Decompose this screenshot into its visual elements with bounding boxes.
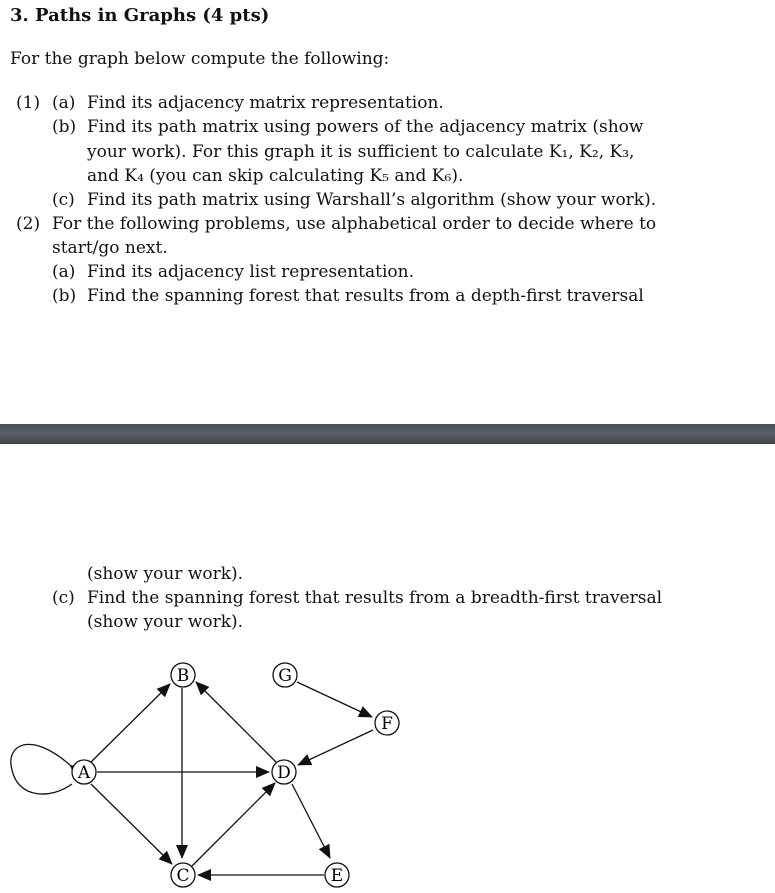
svg-text:A: A	[77, 763, 91, 783]
node-b	[171, 663, 195, 687]
item-letter-1c: (c)	[52, 190, 75, 210]
edge-a-c	[91, 784, 172, 864]
item-text-2a: Find its adjacency list representation.	[87, 262, 414, 282]
node-g	[273, 663, 297, 687]
edge-a-a	[11, 744, 72, 794]
edge-c-d	[192, 783, 275, 866]
node-e	[325, 863, 349, 887]
edge-g-f	[297, 682, 372, 717]
section-heading: 3. Paths in Graphs (4 pts)	[10, 5, 270, 26]
node-c	[171, 863, 195, 887]
node-d	[272, 760, 296, 784]
item-text-1b-line2: your work). For this graph it is sufficient to calculate K₁, K₂, K₃,	[87, 142, 635, 162]
svg-text:C: C	[176, 866, 190, 886]
item-letter-2b: (b)	[52, 286, 77, 306]
item-text-2-line1: For the following problems, use alphabetical order to decide where to	[52, 214, 657, 234]
item-letter-2a: (a)	[52, 262, 76, 282]
item-text-1b-line1: Find its path matrix using powers of the adjacency matrix (show	[87, 117, 644, 137]
edge-d-e	[292, 784, 330, 858]
item-text-1b-line3: and K₄ (you can skip calculating K₅ and K₆).	[87, 166, 464, 186]
item-text-2c-line1: Find the spanning forest that results from a breadth-first traversal	[87, 588, 663, 608]
edge-d-b	[196, 682, 276, 762]
svg-text:D: D	[277, 763, 291, 783]
item-text-1a: Find its adjacency matrix representation.	[87, 93, 444, 113]
svg-text:F: F	[381, 714, 393, 734]
item-text-2b-line2: (show your work).	[87, 564, 244, 584]
svg-text:E: E	[330, 866, 344, 886]
edge-f-d	[298, 730, 373, 765]
svg-text:B: B	[176, 666, 190, 686]
node-a	[72, 760, 96, 784]
edge-a-b	[91, 684, 170, 762]
item-text-2c-line2: (show your work).	[87, 612, 244, 632]
item-text-1c: Find its path matrix using Warshall’s algorithm (show your work).	[87, 190, 657, 210]
directed-graph	[0, 640, 775, 893]
item-letter-1b: (b)	[52, 117, 77, 137]
item-text-2-line2: start/go next.	[52, 238, 168, 258]
item-letter-1a: (a)	[52, 93, 76, 113]
svg-text:G: G	[278, 666, 292, 686]
item-text-2b-line1: Find the spanning forest that results from a depth-first traversal	[87, 286, 644, 306]
node-f	[375, 711, 399, 735]
item-number-2: (2)	[16, 214, 41, 234]
intro-text: For the graph below compute the following:	[10, 49, 390, 69]
item-letter-2c: (c)	[52, 588, 75, 608]
item-number-1: (1)	[16, 93, 41, 113]
page-divider	[0, 424, 775, 444]
